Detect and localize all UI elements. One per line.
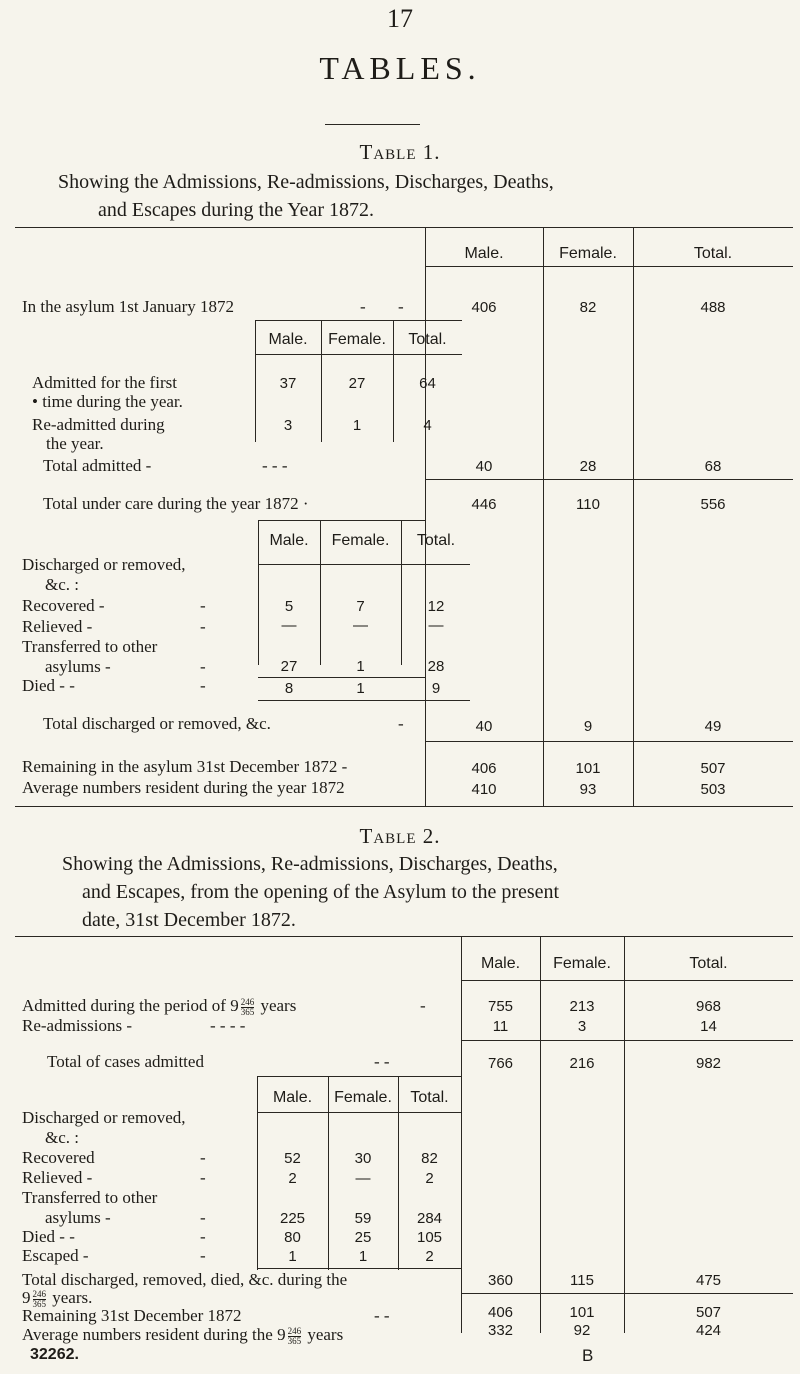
t1-first-time-total: 64	[419, 375, 436, 392]
t2-died-dash: -	[200, 1227, 206, 1246]
t2-relieved-dash: -	[200, 1168, 206, 1187]
table1-top-rule	[15, 227, 793, 228]
t2-total-discharged-female: 115	[570, 1272, 594, 1289]
t1-disch-top-rule	[258, 520, 425, 521]
t1-first-time-label-2: • time during the year.	[32, 392, 183, 411]
t2-died-male: 80	[284, 1229, 301, 1246]
table1-col-divider-3	[633, 228, 634, 650]
t1-under-care-male: 446	[471, 496, 497, 513]
t1-died-female: 1	[356, 680, 365, 697]
t1-recovered-female: 7	[356, 598, 365, 615]
row-in-asylum-total: 488	[700, 299, 726, 316]
t2-relieved-label: Relieved -	[22, 1168, 93, 1187]
table2-description-line1: Showing the Admissions, Re-admissions, Discharges, Deaths,	[62, 853, 558, 875]
t1-readmitted-total: 4	[423, 417, 432, 434]
table2-description	[62, 850, 782, 934]
t2-disch-header-rule	[257, 1112, 461, 1113]
t2-recovered-label: Recovered	[22, 1148, 95, 1167]
t2-recovered-dash: -	[200, 1148, 206, 1167]
t2-disch-top-rule	[257, 1076, 461, 1077]
table1-description	[58, 168, 778, 224]
t2-readmissions-rule	[461, 1040, 793, 1041]
table2-header-female: Female.	[553, 955, 611, 972]
t1-disch-label-1: Discharged or removed,	[22, 555, 186, 574]
t2-escaped-total: 2	[425, 1248, 434, 1265]
table1-description-line1: Showing the Admissions, Re-admissions, Discharges, Deaths,	[58, 171, 554, 193]
t2-total-discharged-label-1: Total discharged, removed, died, &c. during the	[22, 1270, 348, 1289]
t1-total-discharged-male: 40	[475, 718, 493, 735]
page-title: TABLES.	[319, 50, 481, 86]
t1-relieved-dash: -	[200, 617, 206, 636]
t2-recovered-female: 30	[354, 1150, 372, 1167]
page-number: 17	[387, 4, 413, 33]
t2-remaining-dashes: - -	[374, 1306, 390, 1325]
t2-total-discharged-rule	[461, 1293, 793, 1294]
t2-total-discharged-male: 360	[487, 1272, 514, 1289]
t1-total-admitted-dashes: - - -	[262, 456, 288, 475]
t1-admit-header-rule	[255, 354, 462, 355]
t1-asylums-dash: -	[200, 657, 206, 676]
t2-total-cases-male: 766	[487, 1055, 514, 1072]
t1-relieved-male: —	[281, 617, 297, 634]
table1-description-line2: and Escapes during the Year 1872.	[98, 199, 375, 221]
t1-remaining-male: 406	[471, 760, 497, 777]
t2-escaped-rule	[257, 1268, 461, 1269]
t2-asylums-male: 225	[279, 1210, 306, 1227]
row-in-asylum-dash2: -	[398, 297, 404, 316]
t1-readmitted-female: 1	[352, 417, 362, 434]
table2-description-line3: date, 31st December 1872.	[82, 909, 296, 931]
t2-readmissions-label: Re-admissions -	[22, 1016, 133, 1035]
t2-asylums-total: 284	[416, 1210, 443, 1227]
row-in-asylum-female: 82	[579, 299, 597, 316]
t2-asylums-dash: -	[200, 1208, 206, 1227]
t2-escaped-label: Escaped -	[22, 1246, 89, 1265]
t2-total-cases-total: 982	[695, 1055, 722, 1072]
t2-disch-header-total: Total.	[410, 1089, 449, 1106]
t1-average-male: 410	[471, 781, 497, 798]
t2-average-male: 332	[487, 1322, 514, 1339]
t1-relieved-total: —	[428, 617, 444, 634]
table1-header-rule	[425, 266, 793, 267]
t1-died-label: Died - -	[22, 676, 75, 695]
table1-col-divider-2	[543, 228, 544, 650]
t1-asylums-male: 27	[280, 658, 298, 675]
t1-under-care-female: 110	[576, 496, 600, 513]
t1-readmitted-label-2: the year.	[46, 434, 104, 453]
t2-escaped-dash: -	[200, 1246, 206, 1265]
t2-admitted-period-male: 755	[487, 998, 514, 1015]
t2-remaining-total: 507	[695, 1304, 722, 1321]
t2-disch-header-female: Female.	[334, 1089, 392, 1106]
table1-header-male: Male.	[464, 245, 504, 262]
footer-signature: B	[582, 1346, 594, 1365]
t2-disch-label-1: Discharged or removed,	[22, 1108, 186, 1127]
t1-average-total: 503	[700, 781, 726, 798]
t2-disch-label-2: &c. :	[45, 1128, 79, 1147]
table2-header-male: Male.	[480, 955, 521, 972]
t1-remaining-label: Remaining in the asylum 31st December 1872 -	[22, 757, 348, 776]
t1-asylums-female: 1	[356, 658, 365, 675]
t1-disch-header-male: Male.	[269, 532, 309, 549]
t2-readmissions-female: 3	[577, 1018, 587, 1035]
t1-total-admitted-male: 40	[475, 458, 493, 475]
t1-disch-header-female: Female.	[331, 532, 390, 549]
t1-recovered-dash: -	[200, 596, 206, 615]
t1-total-discharged-dash: -	[398, 714, 404, 733]
t1-average-female: 93	[579, 781, 597, 798]
t2-asylums-label: asylums -	[45, 1208, 111, 1227]
t1-readmitted-male: 3	[283, 417, 293, 434]
t1-disch-label-2: &c. :	[45, 575, 79, 594]
t2-total-cases-label: Total of cases admitted	[47, 1052, 204, 1071]
t1-total-discharged-total: 49	[704, 718, 722, 735]
t2-readmissions-male: 11	[492, 1018, 509, 1035]
t1-disch-header-total: Total.	[416, 532, 456, 549]
t2-recovered-male: 52	[284, 1150, 301, 1167]
table1-label: Table 1.	[359, 140, 441, 164]
t2-remaining-female: 101	[569, 1304, 595, 1321]
row-in-asylum-male: 406	[471, 299, 497, 316]
t2-admitted-period-female: 213	[569, 998, 595, 1015]
t2-readmissions-dashes: - - - -	[210, 1016, 246, 1035]
table1-bottom-rule	[15, 806, 793, 807]
t1-remaining-total: 507	[700, 760, 726, 777]
t1-average-label: Average numbers resident during the year 1872	[22, 778, 345, 797]
table2-top-rule	[15, 936, 793, 937]
footer-code: 32262.	[30, 1346, 79, 1363]
t2-average-total: 424	[695, 1322, 722, 1339]
t2-escaped-female: 1	[358, 1248, 368, 1265]
t1-transferred-label: Transferred to other	[22, 637, 158, 656]
t1-total-discharged-female: 9	[583, 718, 593, 735]
t1-died-male: 8	[284, 680, 294, 697]
t1-first-time-label-1: Admitted for the first	[32, 373, 177, 392]
t1-disch-header-rule	[258, 564, 470, 565]
t1-under-care-total: 556	[700, 496, 726, 513]
t1-asylums-label: asylums -	[45, 657, 111, 676]
t2-relieved-total: 2	[425, 1170, 434, 1187]
t1-total-admitted-total: 68	[704, 458, 722, 475]
t2-relieved-male: 2	[288, 1170, 297, 1187]
t1-recovered-label: Recovered -	[22, 596, 105, 615]
t2-admitted-period-label: Admitted during the period of 9 $\frac{246}{365}$ years	[22, 996, 297, 1017]
t1-recovered-male: 5	[284, 598, 294, 615]
t2-disch-header-male: Male.	[272, 1089, 313, 1106]
title-divider	[325, 124, 420, 125]
t2-died-label: Died - -	[22, 1227, 75, 1246]
t1-first-time-female: 27	[348, 375, 366, 392]
t1-relieved-label: Relieved -	[22, 617, 93, 636]
table1-col-divider-1	[425, 228, 426, 650]
row-in-asylum-label: In the asylum 1st January 1872	[22, 297, 234, 316]
t2-died-female: 25	[354, 1229, 372, 1246]
t1-recovered-total: 12	[427, 598, 445, 615]
t2-died-total: 105	[416, 1229, 443, 1246]
t2-transferred-label: Transferred to other	[22, 1188, 158, 1207]
t2-total-discharged-total: 475	[695, 1272, 722, 1289]
t2-average-label: Average numbers resident during the 9 $\frac{246}{365}$ years	[22, 1325, 344, 1346]
t1-first-time-male: 37	[279, 375, 297, 392]
t1-under-care-label: Total under care during the year 1872 ·	[43, 494, 309, 513]
t2-remaining-male: 406	[487, 1304, 514, 1321]
t1-relieved-female: —	[353, 617, 368, 634]
t1-died-rule	[258, 700, 470, 701]
table1-header-female: Female.	[559, 245, 617, 262]
t1-total-discharged-label: Total discharged or removed, &c.	[43, 714, 271, 733]
t1-admit-header-male: Male.	[268, 331, 308, 348]
t2-recovered-total: 82	[421, 1150, 438, 1167]
row-in-asylum-dash: -	[360, 297, 366, 316]
t2-asylums-female: 59	[354, 1210, 372, 1227]
t1-admit-top-rule	[255, 320, 462, 321]
t2-admitted-period-dash: -	[420, 996, 426, 1015]
t2-total-cases-female: 216	[569, 1055, 595, 1072]
t2-total-cases-dashes: - -	[374, 1052, 390, 1071]
t2-readmissions-total: 14	[700, 1018, 717, 1035]
t1-total-admitted-rule	[425, 479, 793, 480]
t1-asylums-rule	[258, 677, 425, 678]
table2-header-total: Total.	[689, 955, 728, 972]
t2-escaped-male: 1	[288, 1248, 297, 1265]
t1-remaining-female: 101	[575, 760, 601, 777]
table1-header-total: Total.	[693, 245, 733, 262]
t1-admit-header-total: Total.	[408, 331, 447, 348]
t1-total-admitted-label: Total admitted -	[43, 456, 152, 475]
t1-admit-header-female: Female.	[328, 331, 386, 348]
t1-died-dash: -	[200, 676, 206, 695]
t2-total-discharged-label-2: 9 $\frac{246}{365}$ years.	[22, 1288, 93, 1309]
t1-readmitted-label-1: Re-admitted during	[32, 415, 165, 434]
table2-label: Table 2.	[359, 824, 441, 848]
table2-header-rule	[461, 980, 793, 981]
table2-description-line2: and Escapes, from the opening of the Asylum to the present	[82, 881, 560, 903]
t1-asylums-total: 28	[427, 658, 445, 675]
t2-relieved-female: —	[355, 1170, 371, 1187]
t1-total-discharged-rule	[425, 741, 793, 742]
t1-died-total: 9	[431, 680, 441, 697]
t2-admitted-period-total: 968	[695, 998, 722, 1015]
t1-total-admitted-female: 28	[579, 458, 597, 475]
t2-remaining-label: Remaining 31st December 1872	[22, 1306, 242, 1325]
t2-average-female: 92	[573, 1322, 591, 1339]
